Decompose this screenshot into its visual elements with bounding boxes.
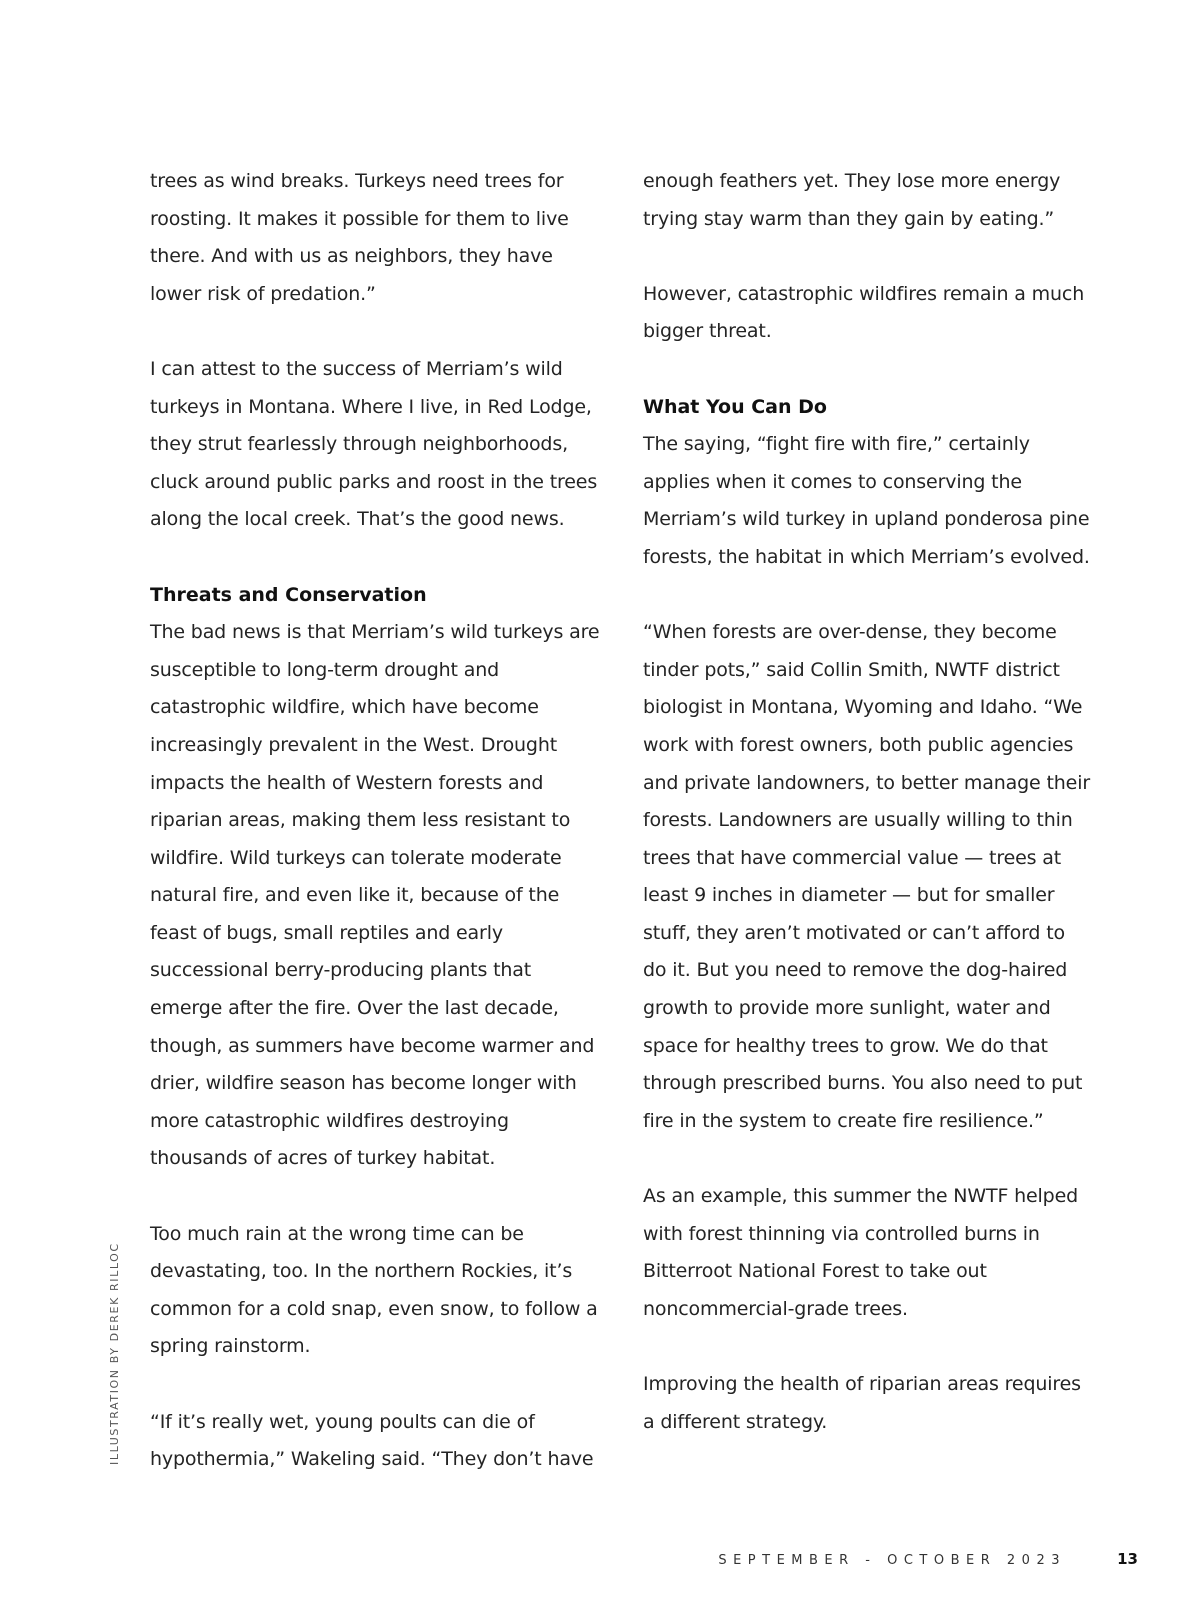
right-paragraph-5: As an example, this summer the NWTF helped with forest thinning via controlled burns in Bitterroot National Forest to take out noncommercial-grade trees.	[643, 1185, 1079, 1320]
page-number: 13	[1117, 1550, 1138, 1568]
left-paragraph-4: Too much rain at the wrong time can be devastating, too. In the northern Rockies, it’s common for a cold snap, even snow, to follow a spring rainstorm.	[150, 1222, 598, 1358]
right-paragraph-3: The saying, “fight fire with fire,” certainly applies when it comes to conserving the Merriam’s wild turkey in upland ponderosa pine forests, the habitat in which Merriam’s evolved.	[643, 433, 1090, 568]
left-paragraph-1: trees as wind breaks. Turkeys need trees for roosting. It makes it possible for them to live there. And with us as neighbors, they have lower risk of predation.”	[150, 170, 569, 305]
left-paragraph-5: “If it’s really wet, young poults can die of hypothermia,” Wakeling said. “They don’t have	[150, 1410, 594, 1471]
right-paragraph-6: Improving the health of riparian areas requires a different strategy.	[643, 1373, 1081, 1433]
left-paragraph-2: I can attest to the success of Merriam’s wild turkeys in Montana. Where I live, in Red Lodge, they strut fearlessly through neighborhoods, cluck around public parks and roost in the trees along the local creek. That’s the good news.	[150, 357, 598, 531]
right-paragraph-4: “When forests are over-dense, they become tinder pots,” said Collin Smith, NWTF district biologist in Montana, Wyoming and Idaho. “We work with forest owners, both public agencies and private landowners, to better manage their forests. Landowners are usually willing to thin trees that have commercial value — trees at least 9 inches in diameter — but for smaller stuff, they aren’t motivated or can’t afford to do it. But you need to remove the dog-haired growth to provide more sunlight, water and space for healthy trees to grow. We do that through prescribed burns. You also need to put fire in the system to create fire resilience.”	[643, 621, 1091, 1132]
section-heading-threats: Threats and Conservation	[150, 583, 427, 606]
left-paragraph-3: The bad news is that Merriam’s wild turkeys are susceptible to long-term drought and catastrophic wildfire, which have become increasingly prevalent in the West. Drought impacts the health of Western forests and riparian areas, making them less resistant to wildfire. Wild turkeys can tolerate moderate natural fire, and even like it, because of the feast of bugs, small reptiles and early successional berry-producing plants that emerge after the fire. Over the last decade, though, as summers have become warmer and drier, wildfire season has become longer with more catastrophic wildfires destroying thousands of acres of turkey habitat.	[150, 621, 600, 1170]
right-paragraph-2: However, catastrophic wildfires remain a much bigger threat.	[643, 282, 1085, 343]
right-paragraph-1: enough feathers yet. They lose more energy trying stay warm than they gain by eating.”	[643, 170, 1061, 230]
right-column	[643, 163, 1093, 1441]
left-column	[150, 163, 600, 1479]
issue-date: SEPTEMBER - OCTOBER 2023	[718, 1553, 1066, 1568]
section-heading-what-you-can-do: What You Can Do	[643, 395, 827, 418]
illustration-credit: ILLUSTRATION BY DEREK RILLOC	[108, 1242, 121, 1465]
